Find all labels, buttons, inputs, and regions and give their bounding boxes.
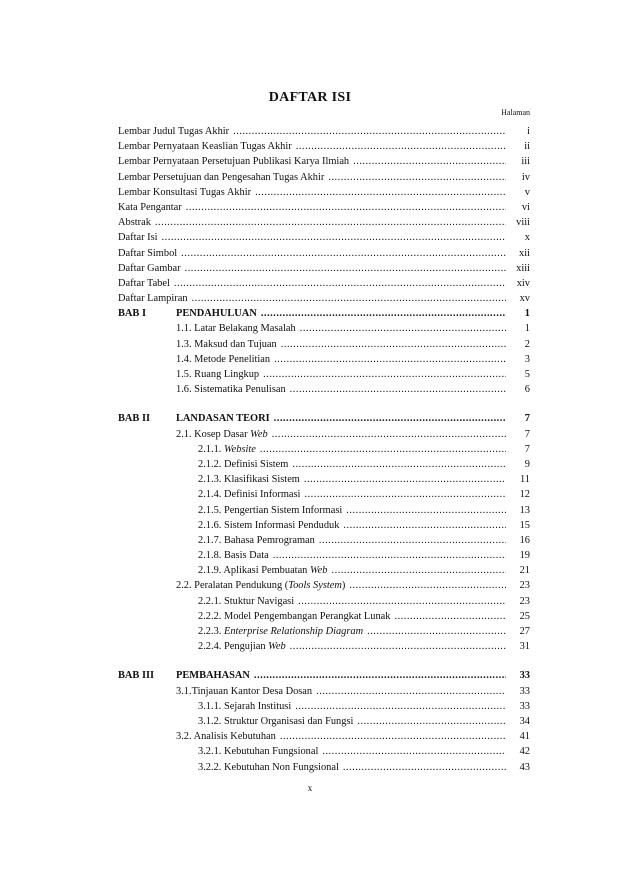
toc-entry-label	[198, 442, 256, 457]
toc-entry-italic-text: Web	[250, 428, 268, 440]
toc-entry-text: Lembar Pernyataan Persetujuan Publikasi Karya Ilmiah	[118, 156, 350, 168]
toc-entry	[118, 337, 530, 352]
toc-entry-text: Lembar Persetujuan dan Pengesahan Tugas Akhir	[118, 171, 325, 183]
toc-page-number: 1	[524, 308, 530, 320]
toc-leader-dots	[304, 487, 506, 502]
toc-page-number: 7	[524, 413, 530, 425]
toc-entry-label	[198, 639, 286, 654]
toc-page-number: 41	[519, 731, 530, 743]
toc-entry-label	[198, 744, 318, 759]
toc-entry	[118, 609, 530, 624]
toc-entry-label	[176, 411, 270, 426]
toc-entry-italic-text: Web	[268, 641, 286, 653]
toc-entry-text: 2.1.6. Sistem Informasi Penduduk	[198, 519, 340, 531]
toc-entry-label	[198, 457, 288, 472]
toc-entry-text: PENDAHULUAN	[176, 308, 257, 320]
toc-entry	[118, 533, 530, 548]
toc-page-number: 34	[519, 715, 530, 727]
toc-leader-dots	[346, 503, 506, 518]
toc-entry-text: 2.1.2. Definisi Sistem	[198, 458, 289, 470]
toc-page-number: 31	[519, 641, 530, 653]
toc-entry-label	[176, 578, 345, 593]
toc-page-number: iv	[521, 171, 530, 183]
toc-entry-label	[198, 624, 363, 639]
toc-leader-dots	[298, 594, 506, 609]
toc-leader-dots	[280, 729, 506, 744]
toc-page-number: 43	[519, 761, 530, 773]
toc-page-number: 1	[524, 323, 530, 335]
toc-entry-text: 1.6. Sistematika Penulisan	[176, 384, 286, 396]
toc-entry-label	[198, 699, 291, 714]
toc-leader-dots	[328, 170, 506, 185]
toc-entry-text: 1.5. Ruang Lingkup	[176, 369, 260, 380]
toc-entry-text: Abstrak	[118, 217, 151, 229]
toc-entry-text: 1.4. Metode Penelitian	[176, 353, 271, 365]
toc-entry-label	[118, 215, 151, 230]
toc-page-number: 11	[519, 474, 530, 486]
toc-entry-label	[118, 230, 158, 245]
toc-page-number: 7	[524, 443, 530, 455]
toc-entry-text: 2.2.2. Model Pengembangan Perangkat Lunak	[198, 610, 391, 622]
toc-page-number: ii	[524, 141, 530, 153]
toc-entry-text: 2.1. Kosep Dasar	[176, 428, 251, 440]
toc-entry-label	[118, 139, 292, 154]
toc-leader-dots	[261, 306, 506, 321]
toc-entry	[118, 321, 530, 336]
toc-leader-dots	[263, 367, 506, 382]
toc-page-number: 9	[524, 458, 530, 470]
toc-leader-dots	[255, 185, 506, 200]
toc-leader-dots	[274, 411, 506, 426]
toc-entry-label	[176, 367, 259, 382]
toc-entry	[118, 276, 530, 291]
toc-entry-text: 3.1.Tinjauan Kantor Desa Dosan	[176, 685, 313, 697]
toc-page-number: 5	[524, 369, 530, 380]
toc-leader-dots	[233, 124, 506, 139]
toc-entry-label	[118, 154, 349, 169]
toc-chapter-entry	[118, 411, 530, 426]
toc-entry	[118, 261, 530, 276]
toc-entry	[118, 594, 530, 609]
toc-entry-text: PEMBAHASAN	[176, 670, 250, 682]
toc-page-number: 33	[519, 670, 530, 682]
page-title: DAFTAR ISI	[268, 90, 352, 105]
toc-entry-label	[118, 185, 251, 200]
toc-entry-label	[176, 382, 286, 397]
toc-leader-dots	[181, 246, 506, 261]
toc-entry-text: Lembar Pernyataan Keaslian Tugas Akhir	[118, 141, 292, 153]
toc-entry-label	[118, 200, 182, 215]
toc-entry	[118, 457, 530, 472]
toc-page-number: 3	[524, 353, 530, 365]
toc-entry	[118, 170, 530, 185]
toc-entry	[118, 639, 530, 654]
toc-page-number: 23	[519, 595, 530, 607]
toc-entry-text: 2.2.3.	[198, 626, 224, 637]
toc-entry-label	[176, 306, 257, 321]
toc-entry-label	[176, 337, 277, 352]
toc-entry-text: 3.2.1. Kebutuhan Fungsional	[198, 746, 319, 758]
toc-entry	[118, 744, 530, 759]
toc-entry-text: Kata Pengantar	[118, 201, 182, 213]
toc-leader-dots	[316, 684, 506, 699]
toc-entry-text: 2.2.1. Stuktur Navigasi	[198, 595, 295, 607]
toc-entry	[118, 518, 530, 533]
toc-entry-text: 1.1. Latar Belakang Masalah	[176, 323, 296, 335]
toc-leader-dots	[343, 760, 506, 775]
toc-entry-text: 2.2.4. Pengujian	[198, 641, 269, 653]
toc-entry-label	[176, 729, 276, 744]
toc-entry-text: 3.2.2. Kebutuhan Non Fungsional	[198, 761, 339, 773]
toc-leader-dots	[292, 457, 506, 472]
toc-entry-label	[118, 124, 229, 139]
toc-leader-dots	[290, 382, 506, 397]
toc-page-number: 23	[519, 580, 530, 592]
toc-page-number: 7	[524, 428, 530, 440]
toc-page-number: 27	[519, 626, 530, 637]
toc-page-number: 19	[519, 550, 530, 562]
toc-entry-label	[198, 594, 294, 609]
toc-entry-text: Lembar Judul Tugas Akhir	[118, 126, 230, 137]
toc-entry-text: 2.1.8. Basis Data	[198, 550, 269, 562]
toc-page-number: xiv	[516, 277, 530, 289]
toc-page-number: 2	[524, 338, 530, 350]
toc-entry	[118, 442, 530, 457]
toc-page-number: 33	[519, 700, 530, 712]
toc-entry-italic-text: Web	[309, 565, 328, 577]
toc-entry-text: Lembar Konsultasi Tugas Akhir	[118, 186, 252, 198]
toc-entry-label	[198, 533, 315, 548]
toc-entry-label	[198, 472, 300, 487]
toc-entry-text: Daftar Tabel	[118, 277, 170, 289]
toc-entry	[118, 185, 530, 200]
toc-page-number: 25	[519, 610, 530, 622]
toc-entry-label	[176, 668, 250, 683]
toc-entry	[118, 548, 530, 563]
toc-entry	[118, 200, 530, 215]
toc-entry	[118, 563, 530, 578]
toc-entry	[118, 215, 530, 230]
toc-leader-dots	[319, 533, 506, 548]
toc-entry	[118, 699, 530, 714]
toc-entry-text: Daftar Lampiran	[118, 293, 188, 305]
toc-entry-label	[118, 276, 170, 291]
toc-entry	[118, 154, 530, 169]
toc-entry-italic-text: Tools System	[288, 580, 342, 592]
toc-chapter-entry	[118, 668, 530, 683]
toc-entry	[118, 382, 530, 397]
toc-chapter-code: BAB II	[118, 413, 151, 425]
toc-leader-dots	[332, 563, 507, 578]
toc-chapter-code: BAB I	[118, 308, 147, 320]
toc-page-number: x	[524, 232, 530, 244]
toc-chapter-entry	[118, 306, 530, 321]
toc-entry-text: 2.1.9. Aplikasi Pembuatan	[198, 565, 310, 577]
toc-page-number: 6	[524, 384, 530, 396]
toc-leader-dots	[349, 578, 506, 593]
toc-entry-text: 3.1.2. Struktur Organisasi dan Fungsi	[198, 715, 354, 727]
toc-entry	[118, 246, 530, 261]
toc-leader-dots	[300, 321, 506, 336]
page-number: x	[307, 783, 313, 793]
toc-entry-text: Daftar Gambar	[118, 262, 181, 274]
toc-entry	[118, 578, 530, 593]
toc-chapter-code: BAB III	[118, 670, 155, 682]
toc-entry-label	[198, 760, 339, 775]
toc-entry	[118, 427, 530, 442]
toc-entry-label	[176, 684, 312, 699]
toc-page-number: 12	[519, 489, 530, 501]
table-of-contents	[118, 124, 530, 775]
toc-entry	[118, 624, 530, 639]
toc-entry-label	[198, 487, 300, 502]
toc-entry	[118, 124, 530, 139]
toc-page-number: 13	[519, 504, 530, 516]
toc-leader-dots	[304, 472, 506, 487]
toc-leader-dots	[295, 699, 506, 714]
toc-page-number: 33	[519, 685, 530, 697]
toc-entry-label	[198, 548, 269, 563]
toc-page-number: viii	[516, 217, 530, 229]
toc-entry-text: Daftar Isi	[118, 232, 158, 244]
toc-entry-label	[118, 261, 181, 276]
toc-leader-dots	[343, 518, 506, 533]
toc-entry-label	[198, 518, 339, 533]
toc-entry	[118, 352, 530, 367]
toc-page-number: vi	[521, 201, 530, 213]
toc-entry	[118, 367, 530, 382]
toc-page-number: 21	[519, 565, 530, 577]
toc-leader-dots	[322, 744, 506, 759]
toc-leader-dots	[296, 139, 506, 154]
toc-entry-text: 3.2. Analisis Kebutuhan	[176, 731, 276, 743]
toc-leader-dots	[394, 609, 506, 624]
toc-entry	[118, 503, 530, 518]
toc-entry-label	[198, 609, 390, 624]
toc-leader-dots	[273, 548, 506, 563]
toc-leader-dots	[281, 337, 506, 352]
toc-leader-dots	[353, 154, 506, 169]
toc-entry	[118, 714, 530, 729]
toc-entry-label	[118, 246, 177, 261]
toc-entry-label	[118, 291, 188, 306]
toc-entry	[118, 729, 530, 744]
toc-page-number: 42	[519, 746, 530, 758]
toc-entry-text: 1.3. Maksud dan Tujuan	[176, 338, 277, 350]
toc-entry-text: 2.1.7. Bahasa Pemrograman	[198, 534, 315, 546]
toc-entry-italic-text: Website	[223, 443, 256, 455]
toc-entry	[118, 472, 530, 487]
toc-entry-italic-text: Enterprise Relationship Diagram	[223, 626, 364, 637]
toc-entry-text: LANDASAN TEORI	[176, 413, 270, 425]
toc-leader-dots	[254, 668, 506, 683]
toc-entry	[118, 684, 530, 699]
toc-page-number: iii	[521, 156, 530, 168]
toc-entry-label	[176, 352, 270, 367]
toc-leader-dots	[357, 714, 506, 729]
toc-page-number: 15	[519, 519, 530, 531]
toc-leader-dots	[162, 230, 506, 245]
toc-leader-dots	[290, 639, 506, 654]
toc-page-number: xiii	[516, 262, 530, 274]
toc-page-number: xii	[519, 247, 530, 259]
toc-entry	[118, 760, 530, 775]
toc-page-number: xv	[519, 293, 530, 305]
toc-leader-dots	[186, 200, 506, 215]
toc-entry-suffix: )	[341, 580, 346, 592]
toc-page-number: 16	[519, 534, 530, 546]
toc-page-number: v	[524, 186, 530, 198]
toc-entry	[118, 230, 530, 245]
toc-entry-text: 2.1.4. Definisi Informasi	[198, 489, 301, 501]
toc-leader-dots	[174, 276, 506, 291]
toc-leader-dots	[272, 427, 506, 442]
toc-entry-text: 2.1.1.	[198, 443, 224, 455]
toc-entry-text: 2.2. Peralatan Pendukung (	[176, 580, 289, 592]
toc-entry	[118, 291, 530, 306]
toc-leader-dots	[185, 261, 506, 276]
toc-entry-text: 2.1.5. Pengertian Sistem Informasi	[198, 504, 343, 516]
toc-page-number: i	[527, 126, 530, 137]
toc-entry-label	[198, 714, 353, 729]
toc-entry-text: 3.1.1. Sejarah Institusi	[198, 700, 292, 712]
toc-leader-dots	[155, 215, 506, 230]
page-column-label: Halaman	[501, 108, 530, 117]
toc-leader-dots	[367, 624, 506, 639]
toc-entry-label	[198, 563, 328, 578]
toc-entry-label	[176, 427, 268, 442]
toc-leader-dots	[192, 291, 506, 306]
toc-entry	[118, 139, 530, 154]
toc-entry	[118, 487, 530, 502]
toc-entry-text: 2.1.3. Klasifikasi Sistem	[198, 474, 300, 486]
toc-entry-label	[176, 321, 296, 336]
toc-entry-text: Daftar Simbol	[118, 247, 178, 259]
toc-entry-label	[118, 170, 324, 185]
toc-leader-dots	[260, 442, 506, 457]
toc-leader-dots	[274, 352, 506, 367]
toc-entry-label	[198, 503, 342, 518]
